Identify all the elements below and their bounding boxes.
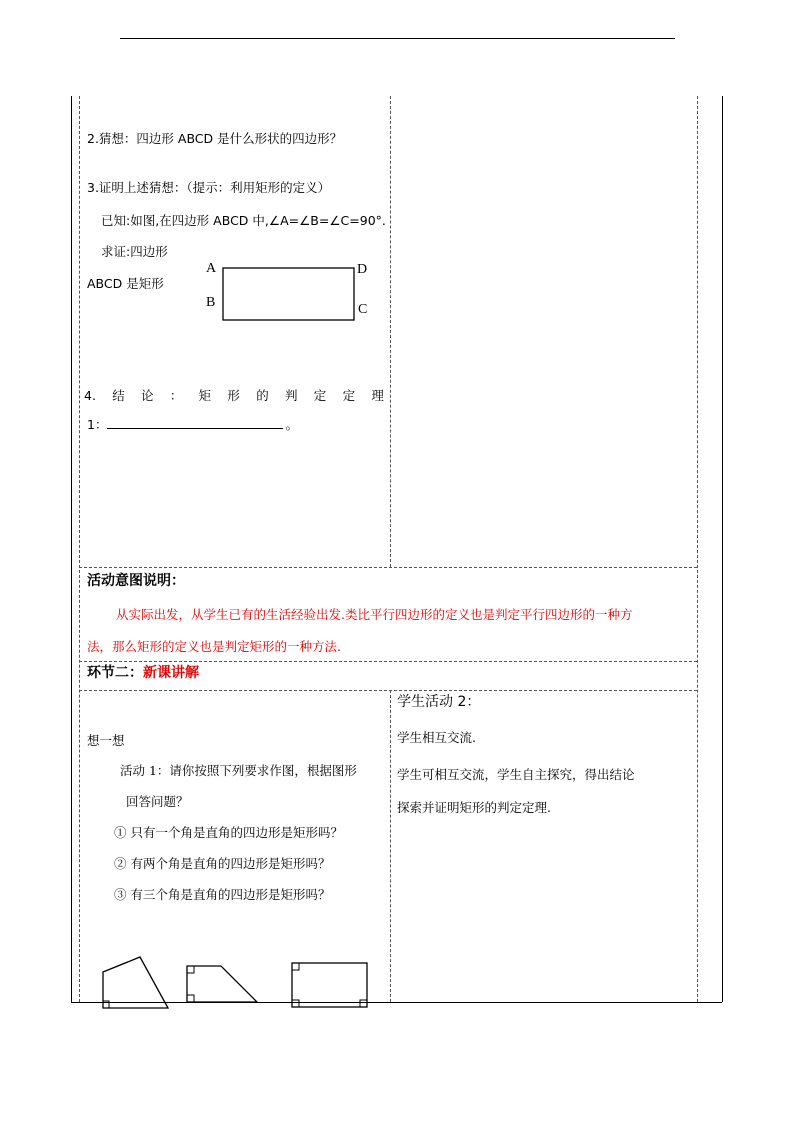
inner-right-border — [697, 96, 698, 1002]
rectangle-abcd-figure — [200, 255, 380, 330]
conclusion-char: 结 — [112, 388, 125, 403]
label-d: D — [357, 262, 368, 277]
row-divider-1 — [79, 567, 697, 568]
prove-statement-1: 求证:四边形 — [101, 244, 168, 259]
conclusion-char: 的 — [256, 388, 269, 403]
header-rule — [120, 38, 675, 39]
section-2-header — [87, 665, 199, 682]
conclusion-char: 论 — [141, 388, 154, 403]
intent-line-2: 法，那么矩形的定义也是判定矩形的一种方法. — [87, 639, 341, 654]
prove-question: 3.证明上述猜想：（提示：利用矩形的定义） — [87, 180, 331, 195]
student-activity-line-1: 学生相互交流. — [397, 730, 476, 745]
question-item-1: ① 只有一个角是直角的四边形是矩形吗？ — [114, 825, 343, 840]
quadrilateral-three-right-angles — [285, 958, 373, 1012]
conclusion-number: 1： — [87, 417, 108, 432]
guess-question: 2.猜想：四边形 ABCD 是什么形状的四边形？ — [87, 131, 343, 146]
intent-line-1: 从实际出发，从学生已有的生活经验出发.类比平行四边形的定义也是判定平行四边形的一种方 — [116, 607, 633, 622]
question-item-3: ③ 有三个角是直角的四边形是矩形吗？ — [114, 887, 331, 902]
conclusion-line-2 — [87, 416, 298, 432]
conclusion-char: 4. — [84, 388, 96, 403]
row-divider-2 — [79, 661, 697, 662]
conclusion-char: 定 — [313, 388, 327, 403]
prove-statement-2: ABCD 是矩形 — [87, 276, 164, 291]
table-left-border — [71, 96, 72, 1002]
label-c: C — [358, 302, 368, 317]
question-item-2: ② 有两个角是直角的四边形是矩形吗？ — [114, 856, 331, 871]
conclusion-char: 矩 — [198, 388, 212, 403]
activity-1-line-2: 回答问题？ — [126, 794, 189, 809]
conclusion-char: 判 — [285, 388, 298, 403]
activity-1-line-1: 活动 1：请你按照下列要求作图，根据图形 — [120, 763, 357, 778]
student-activity-2-title: 学生活动 2： — [397, 694, 481, 710]
label-a: A — [206, 261, 217, 276]
table-right-border — [722, 96, 723, 1002]
section-2-title: 新课讲解 — [143, 665, 199, 681]
given-statement: 已知:如图,在四边形 ABCD 中,∠A=∠B=∠C=90°. — [101, 213, 386, 228]
intent-title: 活动意图说明： — [87, 573, 185, 589]
label-b: B — [206, 295, 216, 310]
conclusion-char: ： — [169, 388, 183, 403]
conclusion-char: 定 — [342, 388, 356, 403]
student-activity-line-2: 学生可相互交流，学生自主探究，得出结论 — [397, 767, 635, 782]
conclusion-char: 形 — [227, 388, 240, 403]
inner-left-border — [79, 96, 80, 1002]
fill-in-blank[interactable] — [107, 416, 283, 429]
conclusion-char: 理 — [371, 388, 384, 403]
quadrilateral-one-right-angle — [95, 952, 175, 1014]
student-activity-line-3: 探索并证明矩形的判定定理. — [397, 800, 551, 815]
think-label: 想一想 — [87, 733, 125, 748]
conclusion-line-1 — [84, 388, 384, 403]
quadrilateral-two-right-angles — [180, 958, 262, 1008]
conclusion-period: 。 — [285, 417, 298, 432]
section-2-prefix: 环节二： — [87, 665, 143, 681]
column-divider-bottom — [390, 690, 391, 1002]
column-divider-top — [390, 96, 391, 567]
row-divider-3 — [79, 690, 697, 691]
